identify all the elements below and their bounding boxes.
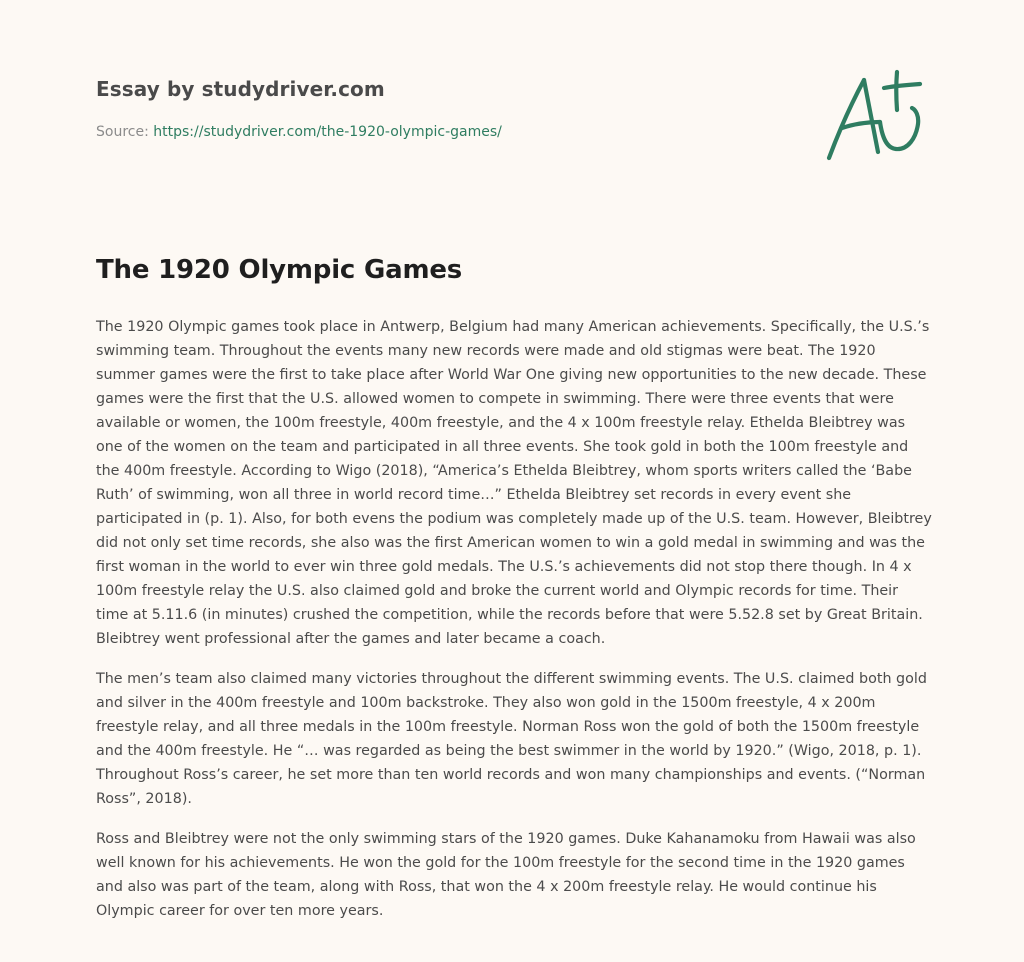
site-title: Essay by studydriver.com <box>96 77 385 101</box>
essay-body <box>96 315 932 939</box>
source-label: Source: <box>96 124 149 140</box>
page-header <box>96 74 936 174</box>
source-link[interactable]: https://studydriver.com/the-1920-olympic-games/ <box>153 124 502 140</box>
a-plus-logo-icon <box>820 66 930 164</box>
essay-paragraph: Ross and Bleibtrey were not the only swimming stars of the 1920 games. Duke Kahanamoku from Hawaii was also well known for his achievements. He won the gold for the 100m freestyle for the second time in the 1920 games and also was part of the team, along with Ross, that won the 4 x 200m freestyle relay. He would continue his Olympic career for over ten more years. <box>96 831 916 919</box>
source-line <box>96 124 502 140</box>
essay-paragraph: The 1920 Olympic games took place in Antwerp, Belgium had many American achievements. Specifically, the U.S.’s swimming team. Throughout the events many new records were made and old stigmas were beat. The 1920 summer games were the first to take place after World War One giving new opportunities to the new decade. These games were the first that the U.S. allowed women to compete in swimming. There were three events that were available or women, the 100m freestyle, 400m freestyle, and the 4 x 100m freestyle relay. Ethelda Bleibtrey was one of the women on the team and participated in all three events. She took gold in both the 100m freestyle and the 400m freestyle. According to Wigo (2018), “America’s Ethelda Bleibtrey, whom sports writers called the ‘Babe Ruth’ of swimming, won all three in world record time…” Ethelda Bleibtrey set records in every event she participated in (p. 1). Also, for both evens the podium was completely made up of the U.S. team. However, Bleibtrey did not only set time records, she also was the first American women to win a gold medal in swimming and was the first woman in the world to ever win three gold medals. The U.S.’s achievements did not stop there though. In 4 x 100m freestyle relay the U.S. also claimed gold and broke the current world and Olympic records for time. Their time at 5.11.6 (in minutes) crushed the competition, while the records before that were 5.52.8 set by Great Britain. Bleibtrey went professional after the games and later became a coach. <box>96 319 932 647</box>
essay-title: The 1920 Olympic Games <box>96 255 463 285</box>
essay-paragraph: The men’s team also claimed many victories throughout the different swimming events. The U.S. claimed both gold and silver in the 400m freestyle and 100m backstroke. They also won gold in the 1500m freestyle, 4 x 200m freestyle relay, and all three medals in the 100m freestyle. Norman Ross won the gold of both the 1500m freestyle and the 400m freestyle. He “… was regarded as being the best swimmer in the world by 1920.” (Wigo, 2018, p. 1). Throughout Ross’s career, he set more than ten world records and won many championships and events. (“Norman Ross”, 2018). <box>96 671 927 807</box>
